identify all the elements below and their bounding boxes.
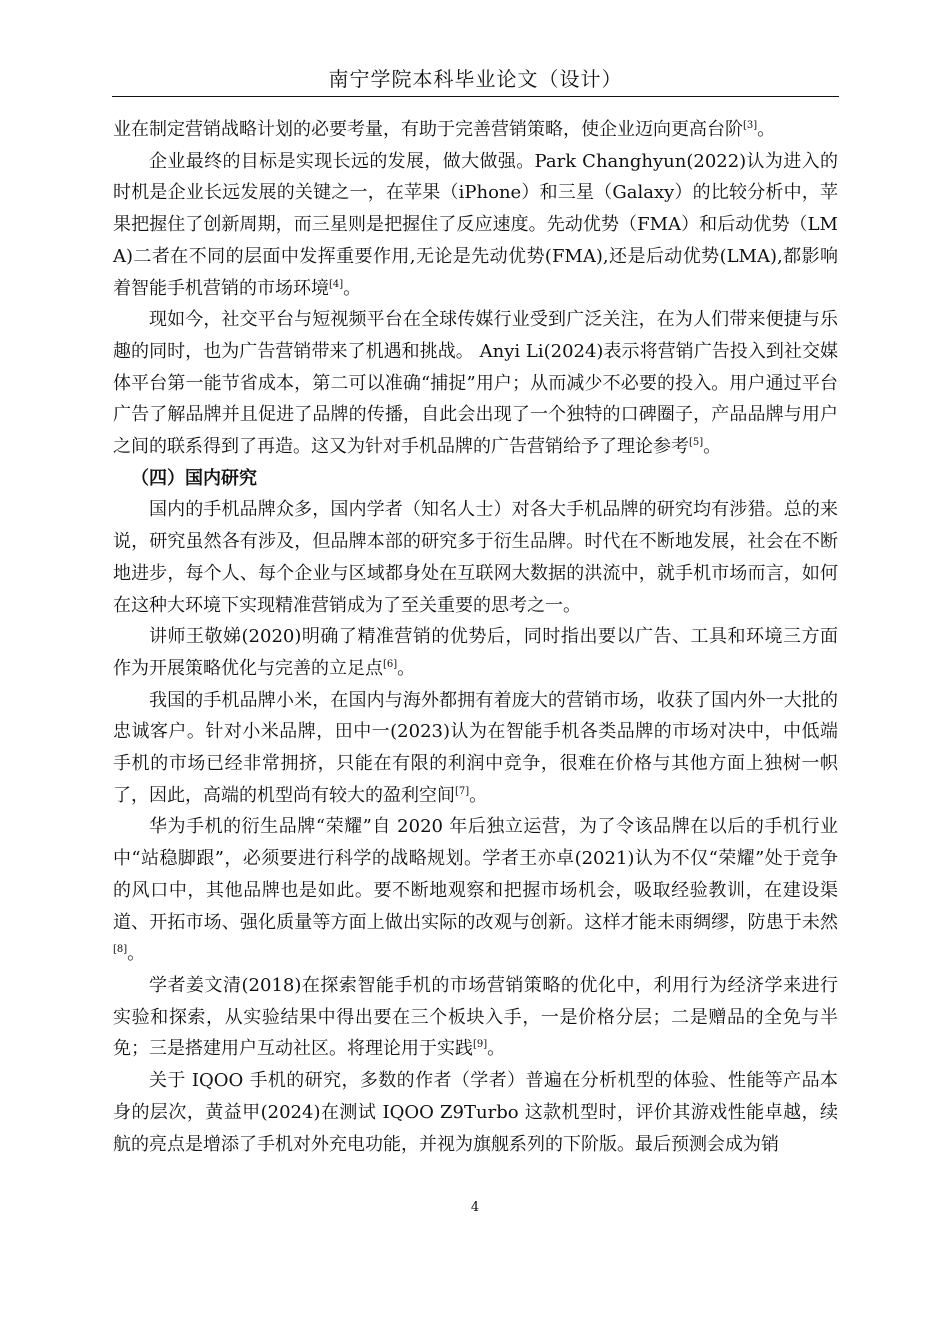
- paragraph-6: [113, 685, 838, 812]
- citation-ref: [6]: [383, 658, 398, 670]
- paragraph-text: 华为手机的衍生品牌“荣耀”自 2020 年后独立运营，为了令该品牌在以后的手机行业中“站稳脚跟”，必须要进行科学的战略规划。学者王亦卓(2021)认为不仅“荣耀”处于竞争的风口中，其他品牌也是如此。要不断地观察和把握市场机会，吸取经验教训，在建设渠道、开拓市场、强化质量等方面上做出实际的改观与创新。这样才能未雨绸缪，防患于未然: [113, 816, 838, 933]
- paragraph-text: 学者姜文清(2018)在探索智能手机的市场营销策略的优化中，利用行为经济学来进行实验和探索，从实验结果中得出要在三个板块入手，一是价格分层；二是赠品的全免与半免；三是搭建用户互动社区。将理论用于实践: [113, 974, 838, 1060]
- running-header: 南宁学院本科毕业论文（设计）: [328, 67, 623, 91]
- paragraph-4: [113, 494, 838, 621]
- citation-ref: [7]: [455, 785, 470, 797]
- paragraph-text: 关于 IQOO 手机的研究，多数的作者（学者）普遍在分析机型的体验、性能等产品本身的层次，黄益甲(2024)在测试 IQOO Z9Turbo 这款机型时，评价其游戏性能卓越，续航的亮点是增添了手机对外充电功能，并视为旗舰系列的下阶版。最后预测会成为销: [113, 1070, 838, 1155]
- paragraph-text: 我国的手机品牌小米，在国内与海外都拥有着庞大的营销市场，收获了国内外一大批的忠诚客户。针对小米品牌，田中一(2023)认为在智能手机各类品牌的市场对决中，中低端手机的市场已经非常拥挤，只能在有限的利润中竞争，很难在价格与其他方面上独树一帜了，因此，高端的机型尚有较大的盈利空间: [113, 689, 838, 806]
- paragraph-text: 企业最终的目标是实现长远的发展，做大做强。Park Changhyun(2022)认为进入的时机是企业长远发展的关键之一，在苹果（iPhone）和三星（Galaxy）的比较分析中，苹果把握住了创新周期，而三星则是把握住了反应速度。先动优势（FMA）和后动优势（LMA)二者在不同的层面中发挥重要作用,无论是先动优势(FMA),还是后动优势(LMA),都影响着智能手机营销的市场环境: [113, 150, 838, 299]
- header-divider: [112, 96, 839, 97]
- paragraph-3: [113, 304, 838, 463]
- section-heading: （四）国内研究: [131, 467, 257, 489]
- paragraph-tail: 。: [343, 277, 362, 299]
- citation-ref: [9]: [473, 1039, 488, 1051]
- citation-ref: [4]: [329, 278, 344, 290]
- paragraph-text: 讲师王敬娣(2020)明确了精准营销的优势后，同时指出要以广告、工具和环境三方面作为开展策略优化与完善的立足点: [113, 626, 838, 679]
- citation-ref: [3]: [743, 120, 758, 131]
- paragraph-text: 现如今，社交平台与短视频平台在全球传媒行业受到广泛关注，在为人们带来便捷与乐趣的同时，也为广告营销带来了机遇和挑战。 Anyi Li(2024)表示将营销广告投入到社交媒体平台第一能节省成本，第二可以准确“捕捉”用户；从而减少不必要的投入。用户通过平台广告了解品牌并且促进了品牌的传播，自此会出现了一个独特的口碑圈子，产品品牌与用户之间的联系得到了再造。这又为针对手机品牌的广告营销给予了理论参考: [113, 309, 838, 458]
- paragraph-tail: 。: [757, 119, 776, 140]
- page-number: 4: [470, 1200, 480, 1215]
- paragraph-tail: 。: [127, 943, 146, 965]
- paragraph-2: [113, 146, 838, 305]
- paragraph-8: [113, 970, 838, 1065]
- body-text: [113, 114, 838, 1160]
- paragraph-text: 国内的手机品牌众多，国内学者（知名人士）对各大手机品牌的研究均有涉猎。总的来说，研究虽然各有涉及，但品牌本部的研究多于衍生品牌。时代在不断地发展，社会在不断地进步，每个人、每个企业与区域都身处在互联网大数据的洪流中，就手机市场而言，如何在这种大环境下实现精准营销成为了至关重要的思考之一。: [113, 499, 838, 616]
- paragraph-tail: 。: [469, 784, 488, 806]
- paragraph-5: [113, 621, 838, 684]
- paragraph-9: [113, 1065, 838, 1160]
- paragraph-text: 业在制定营销战略计划的必要考量，有助于完善营销策略，使企业迈向更高台阶: [113, 119, 743, 140]
- paragraph-tail: 。: [397, 657, 416, 679]
- paragraph-1: [113, 114, 838, 146]
- paragraph-tail: 。: [487, 1038, 506, 1060]
- citation-ref: [8]: [113, 944, 128, 956]
- citation-ref: [5]: [689, 437, 704, 449]
- paragraph-tail: 。: [703, 436, 722, 458]
- paragraph-7: [113, 811, 838, 970]
